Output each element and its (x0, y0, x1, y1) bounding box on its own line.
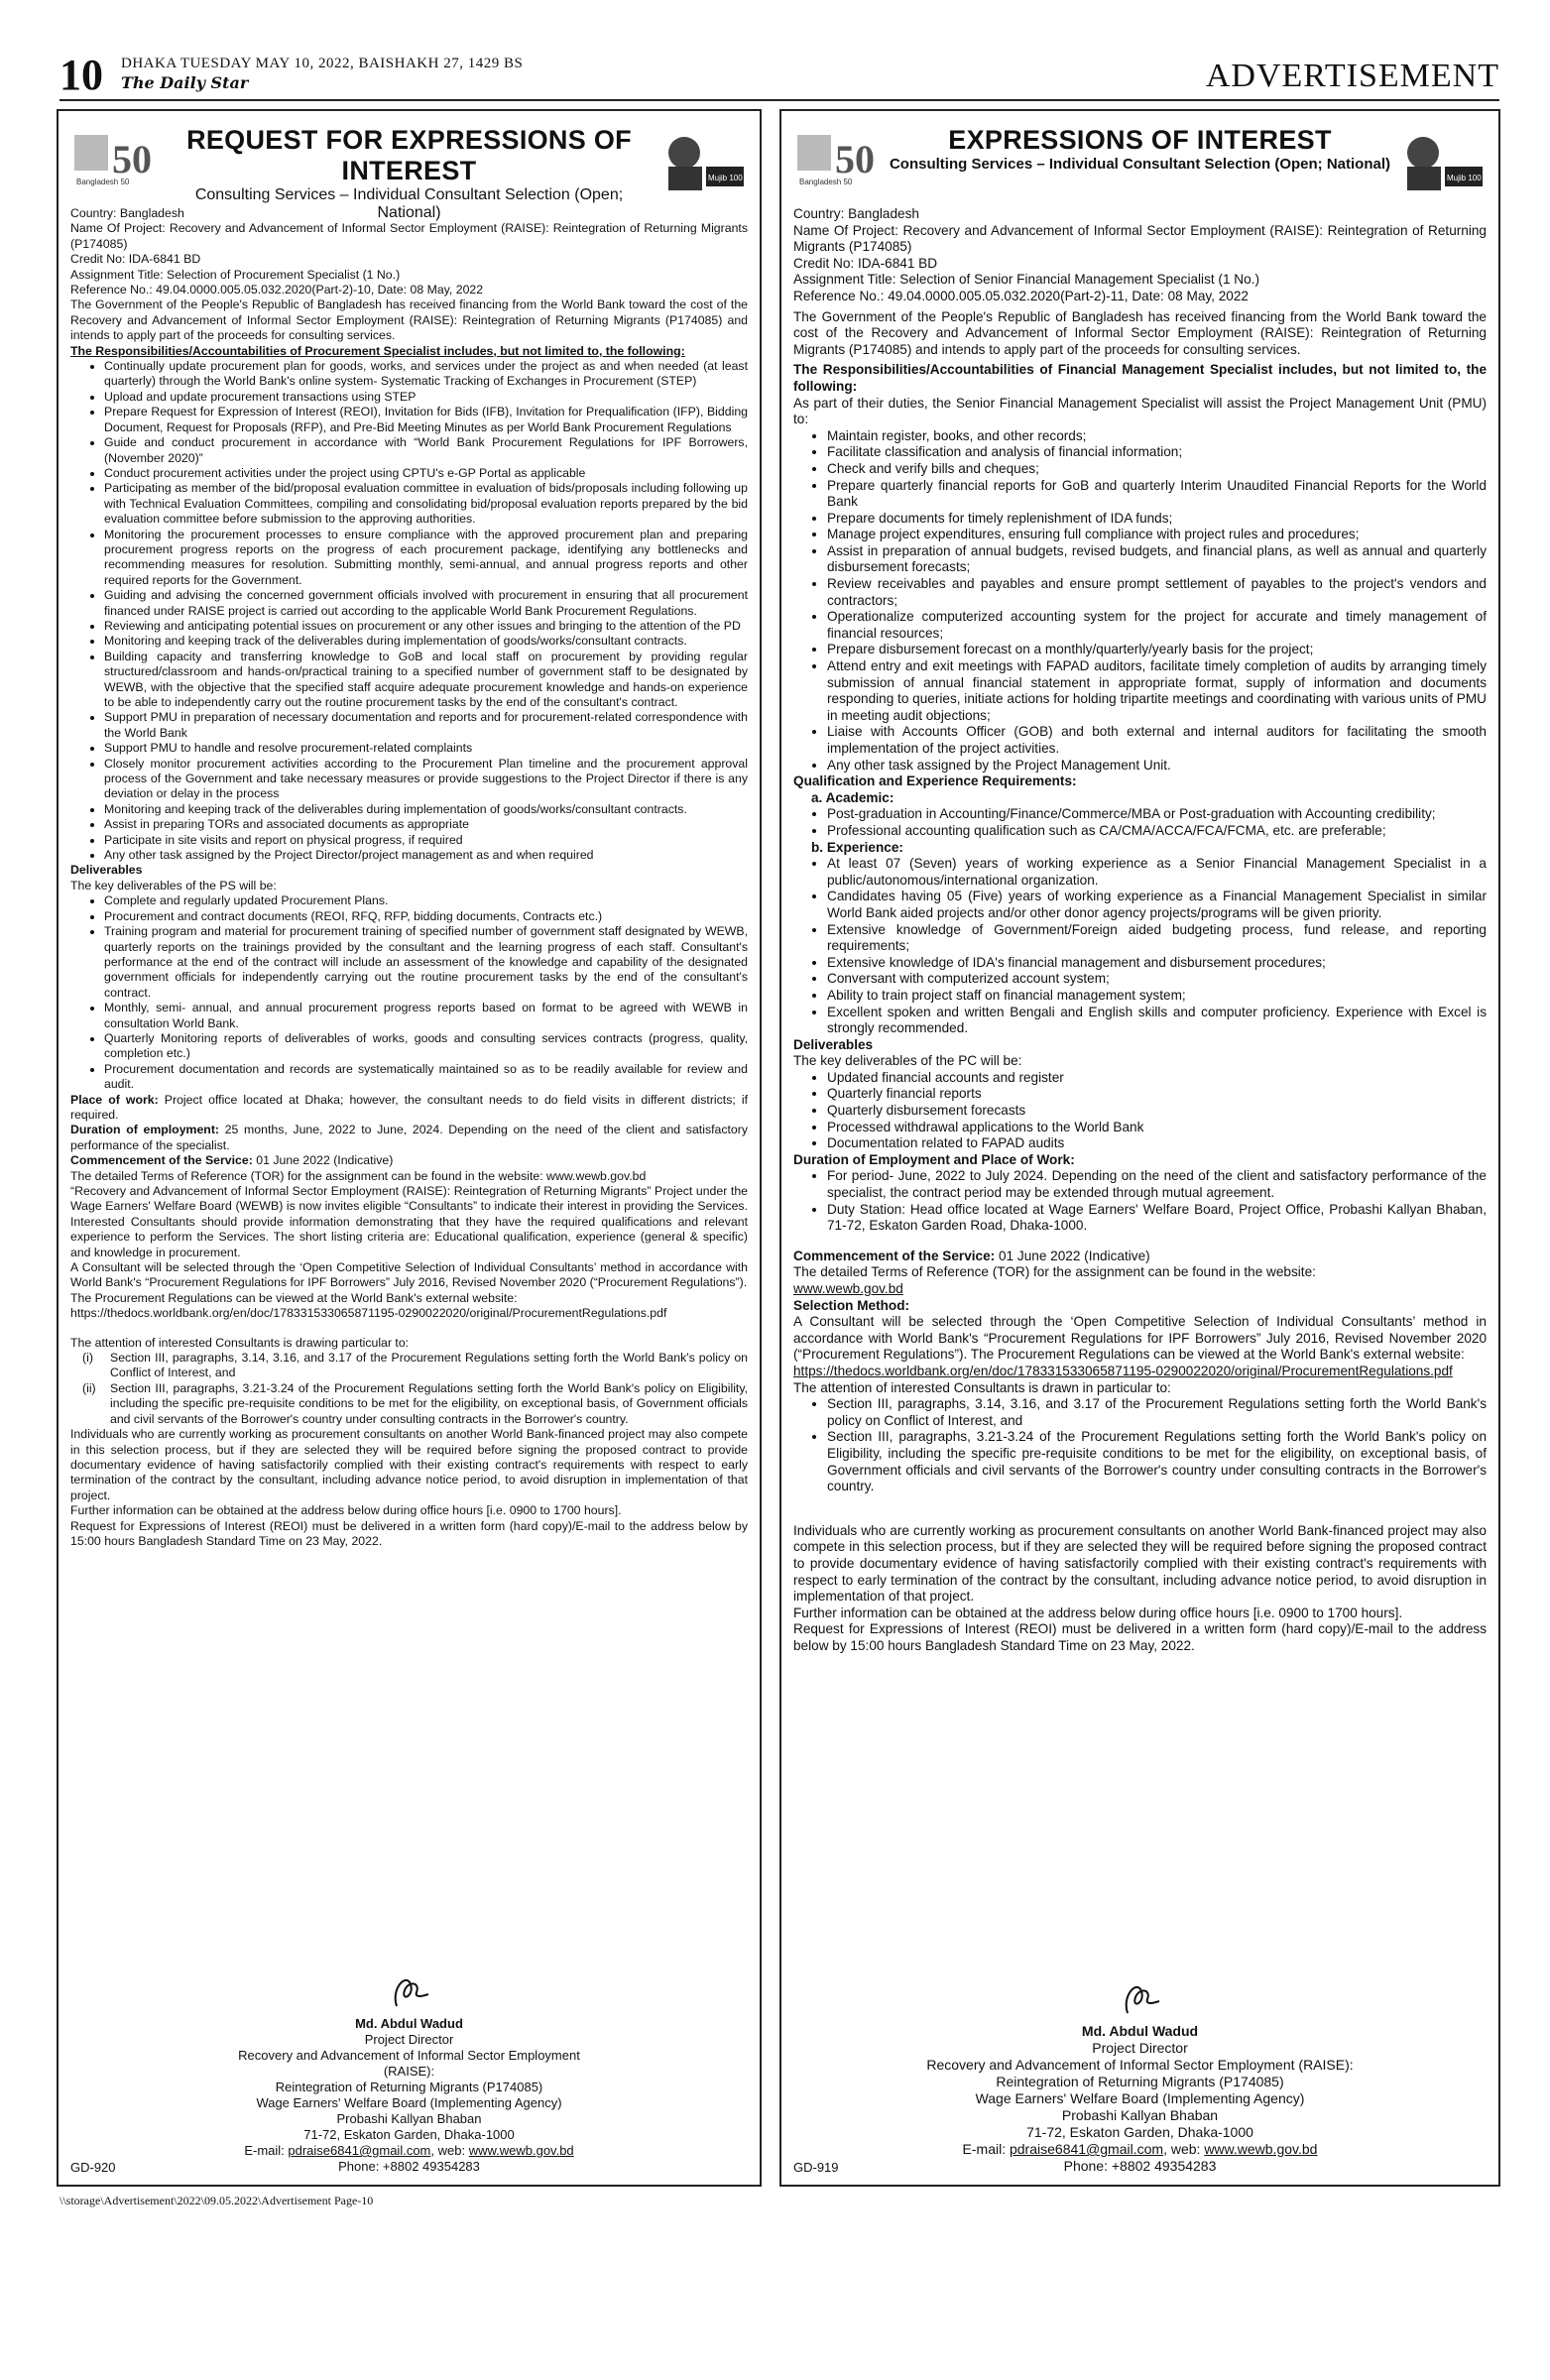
tor-paragraph: The detailed Terms of Reference (TOR) for the assignment can be found in the website: www.wewb.gov.bd (70, 1168, 647, 1183)
info-assignment: Assignment Title: Selection of Procurement Specialist (1 No.) (70, 267, 401, 282)
list-item: • Extensive knowledge of Government/Foreign aided budgeting process, fund release, and reporting requirements; (827, 922, 1487, 955)
email-prefix: E-mail: (244, 2143, 289, 2158)
individuals-paragraph: Individuals who are currently working as procurement consultants on another World Bank-financed project may also compete in this selection process, but if they are selected they will be required before signing the proposed contract to provide documentary evidence of having satisfactorily complied with their existing contract's requirements with respect to early termination of the contract by the consultant, including advance notice period, to avoid disruption in implementation of that project. (70, 1427, 748, 1502)
list-item: • Attend entry and exit meetings with FAPAD auditors, facilitate timely completion of audits by arranging timely submission of annual financial statement in appropriate format, supply of information and documents responding to queries, initiate actions for holding tripartite meetings and coordinating with various units of PMU in meeting audit objections; (827, 658, 1487, 724)
bangladesh-50-logo (795, 129, 875, 188)
list-item: • For period- June, 2022 to July 2024. Depending on the need of the client and satisfactory performance of the specialist, the contract period may be extended through mutual agreement. (827, 1168, 1487, 1201)
individuals-paragraph: Individuals who are currently working as procurement consultants on another World Bank-financed project may also compete in this selection process, but if they are selected they will be required before signing the proposed contract to provide documentary evidence of having satisfactorily complied with their existing contract's requirements with respect to early termination of the contract by the consultant, including advance notice period, to avoid disruption in implementation of that project. (793, 1522, 1487, 1605)
list-item: • Prepare documents for timely replenishment of IDA funds; (827, 511, 1487, 528)
list-item: • Candidates having 05 (Five) years of working experience as a Financial Management Specialist in similar World Bank aided projects and/or other donor agency projects/programs will be given priority. (827, 889, 1487, 921)
duration-list (793, 1168, 1487, 1234)
list-item: • Procurement documentation and records are systematically maintained so as to be readily available for review and audit. (104, 1062, 748, 1093)
signatory-line: Reintegration of Returning Migrants (P174085) (275, 2080, 543, 2094)
ad-title: REQUEST FOR EXPRESSIONS OF INTEREST (186, 125, 632, 185)
list-item: • Training program and material for procurement training of specified number of government staff designated by WEWB, quarterly reports on the trainings provided by the consultant and the learning progress of each staff. Consultant's performance at the end of the contract will include an assessment of the knowledge and capability of the designated government officials for independently carrying out the routine procurement tasks by the end of the consultant's contract. (104, 924, 748, 1001)
selection-paragraph: A Consultant will be selected through the ‘Open Competitive Selection of Individual Consultants’ method in accordance with World Bank's “Procurement Regulations for IPF Borrowers” July 2016, Revised November 2020 (“Procurement Regulations”). (70, 1260, 748, 1290)
list-item: • Section III, paragraphs, 3.21-3.24 of the Procurement Regulations setting forth the World Bank's policy on Eligibility, including the specific pre-requisite conditions to be met for the eligibility, on exceptional basis, of Government officials and civil servants of the Borrower's country under consulting contracts in the Borrower's country. (827, 1429, 1487, 1494)
phone: Phone: +8802 49354283 (1063, 2158, 1217, 2174)
email-link[interactable]: pdraise6841@gmail.com (288, 2143, 431, 2158)
commencement-text: 01 June 2022 (Indicative) (256, 1153, 394, 1168)
signatory-line: Reintegration of Returning Migrants (P174085) (996, 2074, 1284, 2089)
signatory-line: Probashi Kallyan Bhaban (336, 2111, 482, 2126)
list-item: • Maintain register, books, and other records; (827, 428, 1487, 445)
responsibilities-heading: The Responsibilities/Accountabilities of Procurement Specialist includes, but not limited to, the following: (70, 343, 685, 358)
list-item: • Procurement and contract documents (REOI, RFQ, RFP, bidding documents, Contracts etc.) (104, 909, 748, 924)
signatory-name: Md. Abdul Wadud (355, 2016, 463, 2031)
place-label: Place of work: (70, 1092, 159, 1107)
signatory-line: (RAISE): (383, 2064, 435, 2079)
ad-body (793, 206, 1487, 1654)
attention-list (793, 1396, 1487, 1495)
list-item: • Conversant with computerized account system; (827, 971, 1487, 988)
list-item: • Operationalize computerized accounting system for the project for accurate and timely management of financial resources; (827, 609, 1487, 642)
commencement (70, 1153, 748, 1168)
list-item: • Prepare disbursement forecast on a monthly/quarterly/yearly basis for the project; (827, 642, 1487, 658)
deliverables-list (70, 893, 748, 1092)
ad-subtitle: Consulting Services – Individual Consultant Selection (Open; National) (889, 156, 1391, 173)
ad-code: GD-919 (793, 2160, 839, 2175)
further-info: Further information can be obtained at the address below during office hours [i.e. 0900 to 1700 hours]. (793, 1605, 1403, 1620)
deliverables-intro: The key deliverables of the PC will be: (793, 1053, 1022, 1069)
info-reference: Reference No.: 49.04.0000.005.05.032.2020(Part-2)-10, Date: 08 May, 2022 (70, 283, 484, 298)
list-item: • At least 07 (Seven) years of working experience as a Senior Financial Management Specialist in a public/autonomous/international organization. (827, 856, 1487, 889)
academic-list (793, 806, 1487, 839)
signatory-line: 71-72, Eskaton Garden, Dhaka-1000 (1026, 2124, 1253, 2140)
intro-paragraph: The Government of the People's Republic of Bangladesh has received financing from the World Bank toward the cost of the Recovery and Advancement of Informal Sector Employment (RAISE): Reintegration of Returning Migrants (P174085) and intends to apply part of the proceeds for consulting services. (70, 298, 748, 343)
tor-paragraph: The detailed Terms of Reference (TOR) for the assignment can be found in the website: (793, 1264, 1316, 1280)
list-item: • Duty Station: Head office located at Wage Earners' Welfare Board, Project Office, Probashi Kallyan Bhaban, 71-72, Eskaton Garden Road, Dhaka-1000. (827, 1202, 1487, 1235)
signatory-line: Wage Earners' Welfare Board (Implementing Agency) (256, 2095, 562, 2110)
list-item: • Manage project expenditures, ensuring full compliance with project rules and procedures; (827, 527, 1487, 543)
list-item: • Professional accounting qualification such as CA/CMA/ACCA/FCA/FCMA, etc. are preferable; (827, 823, 1487, 840)
commencement-text: 01 June 2022 (Indicative) (999, 1248, 1150, 1263)
attention-paragraph: The attention of interested Consultants is drawing particular to: (70, 1335, 410, 1350)
list-item: • Complete and regularly updated Procurement Plans. (104, 893, 748, 908)
file-path-footer: \\storage\Advertisement\2022\09.05.2022\Advertisement Page-10 (60, 2194, 374, 2207)
signatory-line: Probashi Kallyan Bhaban (1061, 2107, 1219, 2123)
ad-header (793, 125, 1487, 206)
list-item: • Any other task assigned by the Project Director/project management as and when required (104, 848, 748, 863)
web-link[interactable]: www.wewb.gov.bd (468, 2143, 574, 2158)
place-text: Project office located at Dhaka; however, the consultant needs to do field visits in different districts; if required. (70, 1092, 749, 1122)
phone: Phone: +8802 49354283 (338, 2159, 480, 2174)
selection-heading: Selection Method: (793, 1297, 910, 1313)
qualification-heading: Qualification and Experience Requirements: (793, 774, 1077, 789)
academic-label: a. Academic: (811, 789, 894, 805)
list-item: • Support PMU in preparation of necessary documentation and reports and for procurement-related correspondence with the World Bank (104, 710, 748, 741)
commencement-label: Commencement of the Service: (793, 1248, 996, 1263)
info-project: Name Of Project: Recovery and Advancement of Informal Sector Employment (RAISE): Reintegration of Returning Migrants (P174085) (70, 221, 748, 251)
list-item: • Monitoring the procurement processes to ensure compliance with the approved procurement plan and preparing procurement progress reports on the progress of each procurement package, identifying any bottlenecks and recommending measures for resolution. Submitting monthly, semi-annual, and annual progress reports and other required reports for the Government. (104, 528, 748, 589)
duration-text: 25 months, June, 2022 to June, 2024. Depending on the need of the client and satisfactory performance of the specialist. (70, 1123, 748, 1152)
list-item: • Quarterly Monitoring reports of deliverables of works, goods and consulting services contracts (progress, quality, completion etc.) (104, 1031, 748, 1062)
masthead (60, 52, 1499, 101)
invitation-paragraph: “Recovery and Advancement of Informal Sector Employment (RAISE): Reintegration of Returning Migrants” Project under the Wage Earners' Welfare Board (WEWB) is now invites eligible “Consultants” to indicate their interest in providing the Services. Interested Consultants should provide information demonstrating that they have the required qualifications and relevant experience to perform the Services. The short listing criteria are: Educational qualification, experience (general & specific) and knowledge in procurement. (70, 1184, 748, 1259)
list-item: • Liaise with Accounts Officer (GOB) and both external and internal auditors for facilitating the smooth implementation of the project activities. (827, 724, 1487, 757)
list-item: • Extensive knowledge of IDA's financial management and disbursement procedures; (827, 955, 1487, 972)
ad-code: GD-920 (70, 2160, 116, 2175)
commencement-label: Commencement of the Service: (70, 1153, 253, 1168)
list-item: • Participate in site visits and report on physical progress, if required (104, 833, 748, 848)
list-item: • Prepare quarterly financial reports for GoB and quarterly Interim Unaudited Financial Reports for the World Bank (827, 478, 1487, 511)
regulations-paragraph: The Procurement Regulations can be viewed at the World Bank's external website: (70, 1290, 518, 1305)
list-item: • Review receivables and payables and ensure prompt settlement of payables to the project's vendors and contractors; (827, 576, 1487, 609)
svg-text:50: 50 (112, 137, 152, 181)
list-item: • Conduct procurement activities under the project using CPTU's e-GP Portal as applicable (104, 466, 748, 481)
list-item: • Prepare Request for Expression of Interest (REOI), Invitation for Bids (IFB), Invitation for Prequalification (IFP), Bidding Document, Request for Proposals (RFP), and Pre-Bid Meeting Minutes as per World Bank Procurement Regulations (104, 405, 748, 435)
newspaper-name: The Daily Star (121, 73, 249, 92)
further-info: Further information can be obtained at the address below during office hours [i.e. 0900 to 1700 hours]. (70, 1503, 622, 1518)
responsibilities-heading: The Responsibilities/Accountabilities of Financial Management Specialist includes, but not limited to, the following: (793, 362, 1487, 394)
list-item: • Quarterly financial reports (827, 1086, 1487, 1103)
list-item: • Assist in preparation of annual budgets, revised budgets, and financial plans, as well as annual and quarterly disbursement forecasts; (827, 543, 1487, 576)
attention-paragraph: The attention of interested Consultants is drawn in particular to: (793, 1379, 1171, 1395)
ad-title: EXPRESSIONS OF INTEREST (948, 125, 1332, 155)
duration-heading: Duration of Employment and Place of Work: (793, 1151, 1075, 1167)
page-number: 10 (60, 51, 103, 99)
list-item: • Section III, paragraphs, 3.14, 3.16, and 3.17 of the Procurement Regulations setting forth the World Bank's policy on Conflict of Interest, and (827, 1396, 1487, 1429)
info-country: Country: Bangladesh (793, 206, 919, 221)
signatory-line: Project Director (1092, 2040, 1188, 2056)
signatory-line: Recovery and Advancement of Informal Sector Employment (238, 2048, 580, 2063)
signature-block (59, 1968, 760, 2175)
deliverables-intro: The key deliverables of the PS will be: (70, 878, 277, 892)
item-text: Section III, paragraphs, 3.21-3.24 of the Procurement Regulations setting forth the World Bank's policy on Eligibility, including the specific pre-requisite conditions to be met for the eligibility, on exceptional basis, of Government officials and civil servants of the Borrower's country under consulting contracts in the Borrower's country. (110, 1380, 748, 1426)
list-item: • Monthly, semi- annual, and annual procurement progress reports based on format to be agreed with WEWB in consultation World Bank. (104, 1001, 748, 1031)
list-item: • Ability to train project staff on financial management system; (827, 988, 1487, 1005)
portrait-emblem (1393, 127, 1485, 192)
regulations-link[interactable]: https://thedocs.worldbank.org/en/doc/178331533065871195-0290022020/original/ProcurementRegulations.pdf (793, 1363, 1453, 1378)
list-item: • Updated financial accounts and register (827, 1070, 1487, 1087)
logo-text: Bangladesh 50 (76, 178, 130, 186)
contact-line (781, 2141, 1498, 2158)
deliverables-list (793, 1070, 1487, 1152)
info-project: Name Of Project: Recovery and Advancement of Informal Sector Employment (RAISE): Reintegration of Returning Migrants (P174085) (793, 222, 1487, 255)
signatory-line: Recovery and Advancement of Informal Sector Employment (RAISE): (926, 2057, 1354, 2073)
responsibilities-list (70, 359, 748, 863)
ad-subtitle: Consulting Services – Individual Consultant Selection (Open; National) (194, 186, 624, 221)
list-item: • Monitoring and keeping track of the deliverables during implementation of goods/works/consultant contracts. (104, 634, 748, 649)
signatory-line: Project Director (364, 2032, 454, 2047)
ad-financial-management-specialist (779, 109, 1500, 2187)
list-item: • Guide and conduct procurement in accordance with “World Bank Procurement Regulations for IPF Borrowers, (November 2020)” (104, 435, 748, 466)
list-item: • Check and verify bills and cheques; (827, 461, 1487, 478)
info-reference: Reference No.: 49.04.0000.005.05.032.2020(Part-2)-11, Date: 08 May, 2022 (793, 288, 1249, 303)
email-prefix: E-mail: (962, 2141, 1010, 2157)
list-item: • Any other task assigned by the Project Management Unit. (827, 758, 1487, 774)
ad-body (70, 206, 748, 1549)
list-item: • Participating as member of the bid/proposal evaluation committee in evaluation of bids/proposals including following up with Technical Evaluation Committees, compiling and consolidating bid/proposal evaluation reports prepared by the bid evaluation committee before submission to the approving authorities. (104, 481, 748, 527)
list-item: • Reviewing and anticipating potential issues on procurement or any other issues and bringing to the attention of the PD (104, 619, 748, 634)
experience-label: b. Experience: (811, 839, 903, 855)
bangladesh-50-logo (72, 129, 152, 188)
place-of-work (70, 1093, 748, 1124)
list-item: • Support PMU to handle and resolve procurement-related complaints (104, 741, 748, 756)
tor-link[interactable]: www.wewb.gov.bd (793, 1281, 903, 1296)
list-item: • Facilitate classification and analysis of financial information; (827, 444, 1487, 461)
item-number: (ii) (82, 1380, 96, 1395)
email-link[interactable]: pdraise6841@gmail.com (1009, 2141, 1164, 2157)
responsibilities-intro: As part of their duties, the Senior Financial Management Specialist will assist the Project Management Unit (PMU) to: (793, 395, 1487, 427)
portrait-label: Mujib 100 (708, 174, 743, 182)
duration (70, 1123, 748, 1153)
experience-list (793, 856, 1487, 1037)
list-item: • Building capacity and transferring knowledge to GoB and local staff on procurement by providing regular structured/classroom and hands-on/practical training to a specified number of government staff to be designated by WEWB, with the objective that the specified staff acquire adequate procurement knowledge and hands-on experience to be able to independently carry out the routine procurement tasks by the end of the consultant's contract. (104, 650, 748, 711)
info-credit: Credit No: IDA-6841 BD (793, 255, 938, 271)
signatory-name: Md. Abdul Wadud (1081, 2023, 1199, 2039)
selection-paragraph: A Consultant will be selected through the ‘Open Competitive Selection of Individual Consultants’ method in accordance with World Bank's “Procurement Regulations for IPF Borrowers” July 2016, Revised November 2020 (“Procurement Regulations”). The Procurement Regulations can be viewed at the World Bank's external website: (793, 1314, 1487, 1363)
list-item: • Upload and update procurement transactions using STEP (104, 390, 748, 405)
item-number: (i) (82, 1351, 93, 1366)
deliverables-heading: Deliverables (793, 1036, 874, 1052)
regulations-link[interactable]: https://thedocs.worldbank.org/en/doc/178331533065871195-0290022020/original/ProcurementRegulations.pdf (70, 1306, 667, 1321)
list-item: • Guiding and advising the concerned government officials involved with procurement in ensuring that all procurement financed under RAISE project is carried out according to the applicable World Bank Procurement Regulations. (104, 588, 748, 619)
signatory-line: 71-72, Eskaton Garden, Dhaka-1000 (303, 2127, 515, 2142)
responsibilities-list (793, 428, 1487, 774)
list-item: • Quarterly disbursement forecasts (827, 1103, 1487, 1120)
section-title: ADVERTISEMENT (1205, 58, 1499, 94)
signature (1116, 1975, 1165, 2021)
list-item: • Processed withdrawal applications to the World Bank (827, 1120, 1487, 1136)
list-item: • Documentation related to FAPAD audits (827, 1135, 1487, 1152)
list-item: • Excellent spoken and written Bengali and English skills and computer proficiency. Experience with Excel is strongly recommended. (827, 1005, 1487, 1037)
portrait-emblem (655, 127, 746, 192)
web-prefix: , web: (430, 2143, 469, 2158)
list-item: • Continually update procurement plan for goods, works, and services under the project as and when needed (at least quarterly) through the World Bank's online system- Systematic Tracking of Exchanges in Procurement (STEP) (104, 359, 748, 390)
signatory-line: Wage Earners' Welfare Board (Implementing Agency) (975, 2090, 1305, 2106)
dateline: DHAKA TUESDAY MAY 10, 2022, BAISHAKH 27, 1429 BS (121, 56, 524, 71)
commencement (793, 1249, 1487, 1265)
duration-label: Duration of employment: (70, 1123, 220, 1137)
info-assignment: Assignment Title: Selection of Senior Financial Management Specialist (1 No.) (793, 272, 1259, 288)
ad-procurement-specialist (57, 109, 762, 2187)
attention-item (70, 1381, 748, 1427)
item-text: Section III, paragraphs, 3.14, 3.16, and 3.17 of the Procurement Regulations setting forth the World Bank's policy on Conflict of Interest, and (110, 1351, 748, 1380)
deliverables-heading: Deliverables (70, 863, 143, 878)
request-paragraph: Request for Expressions of Interest (REOI) must be delivered in a written form (hard copy)/E-mail to the address below by 15:00 hours Bangladesh Standard Time on 23 May, 2022. (793, 1621, 1487, 1653)
info-credit: Credit No: IDA-6841 BD (70, 252, 201, 267)
signature (385, 1968, 434, 2014)
logo-text: Bangladesh 50 (799, 178, 853, 186)
list-item: • Monitoring and keeping track of the deliverables during implementation of goods/works/consultant contracts. (104, 802, 748, 817)
request-paragraph: Request for Expressions of Interest (REOI) must be delivered in a written form (hard copy)/E-mail to the address below by 15:00 hours Bangladesh Standard Time on 23 May, 2022. (70, 1518, 748, 1548)
list-item: • Closely monitor procurement activities according to the Procurement Plan timeline and the procurement approval process of the Government and take necessary measures or provide suggestions to the Project Director if there is any deviation or delay in the process (104, 757, 748, 802)
list-item: • Post-graduation in Accounting/Finance/Commerce/MBA or Post-graduation with Accounting credibility; (827, 806, 1487, 823)
svg-text:50: 50 (835, 137, 875, 181)
info-country: Country: Bangladesh (70, 206, 184, 220)
signature-block (781, 1975, 1498, 2175)
attention-item (70, 1351, 748, 1381)
web-link[interactable]: www.wewb.gov.bd (1204, 2141, 1318, 2157)
web-prefix: , web: (1163, 2141, 1205, 2157)
intro-paragraph: The Government of the People's Republic of Bangladesh has received financing from the World Bank toward the cost of the Recovery and Advancement of Informal Sector Employment (RAISE): Reintegration of Returning Migrants (P174085) and intends to apply part of the proceeds for consulting services. (793, 308, 1487, 357)
portrait-label: Mujib 100 (1447, 174, 1482, 182)
contact-line (59, 2143, 760, 2159)
list-item: • Assist in preparing TORs and associated documents as appropriate (104, 817, 748, 832)
